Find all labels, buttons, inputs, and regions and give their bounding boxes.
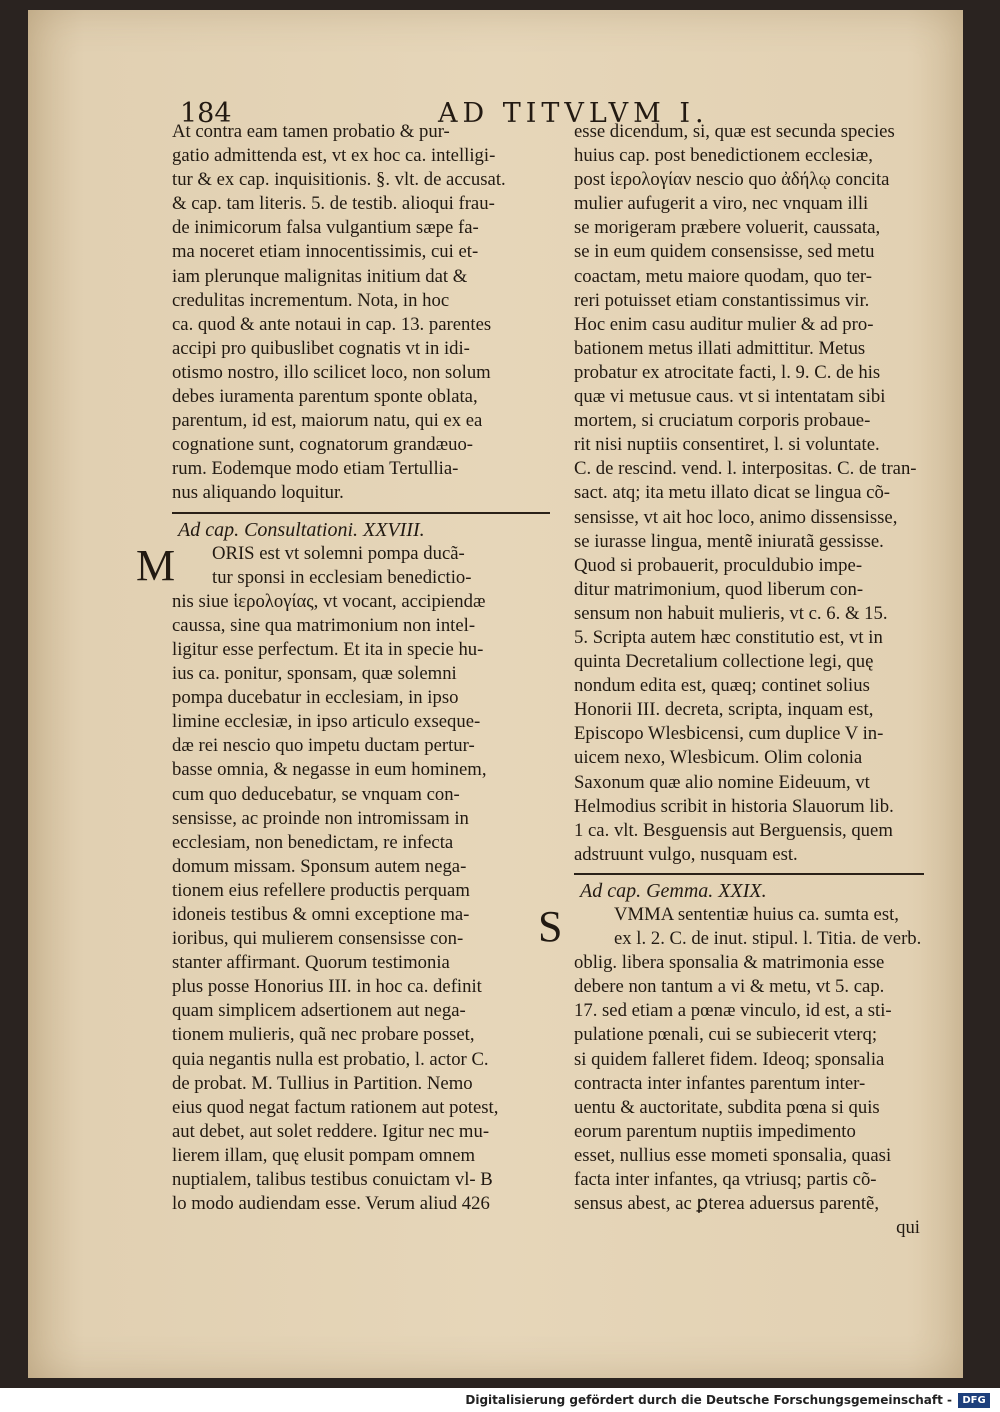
text-line: iam plerunque malignitas initium dat & [172,265,468,287]
text-line: lo modo audiendam esse. Verum aliud 426 [172,1193,490,1215]
text-line: 17. sed etiam a pœnæ vinculo, id est, a sti- [574,1000,892,1022]
text-line: sensus abest, ac ꝑterea aduersus parentẽ, [574,1193,880,1215]
catchword: qui [896,1217,920,1239]
text-line-body: ORIS est vt solemni pompa ducã- [212,542,465,564]
text-line: pulatione pœnali, cui se subiecerit vterq; [574,1024,878,1046]
text-line: quia negantis nulla est probatio, l. actor C. [172,1048,489,1070]
text-line: facta inter infantes, qa vtriusq; partis cõ- [574,1169,877,1191]
text-line: se iurasse lingua, mentẽ iniuratã gessisse. [574,530,884,552]
text-line: tionem mulieris, quã nec probare posset, [172,1024,475,1046]
text-line: quinta Decretalium collectione legi, quę [574,651,874,673]
text-line: sensisse, ac proinde non intromissam in [172,807,469,829]
text-line: de inimicorum falsa vulgantium sæpe fa- [172,217,479,239]
text-line: 1 ca. vlt. Besguensis aut Berguensis, quem [574,819,893,841]
text-line: bationem metus illati admittitur. Metus [574,337,866,359]
footer-bar [0,1390,1000,1412]
right-column [538,120,924,1240]
text-line: oblig. libera sponsalia & matrimonia esse [574,952,885,974]
text-line: esse dicendum, si, quæ est secunda species [574,121,895,142]
text-line: coactam, metu maiore quodam, quo ter- [574,265,872,287]
page-number: 184 [180,98,232,129]
text-line: tionem eius refellere productis perquam [172,879,470,901]
text-line: stanter affirmant. Quorum testimonia [172,952,450,974]
text-line: lierem illam, quę elusit pompam omnem [172,1144,476,1166]
text-line: ca. quod & ante notaui in cap. 13. parentes [172,313,492,335]
text-line: parentum, id est, maiorum natu, qui ex ea [172,410,483,432]
text-line: nus aliquando loquitur. [172,482,344,504]
text-line: Episcopo Wlesbicensi, cum duplice V in- [574,723,884,745]
section-heading: Ad cap. Consultationi. XXVIII. [178,518,425,541]
text-line: esset, nullius esse mometi sponsalia, quasi [574,1144,892,1166]
text-line: contracta inter infantes parentum inter- [574,1072,866,1094]
text-line: rit nisi nuptiis consentiret, l. si voluntate. [574,434,880,456]
section-heading: Ad cap. Gemma. XXIX. [580,879,767,902]
text-line: At contra eam tamen probatio & pur- [172,121,450,142]
text-line: idoneis testibus & omni exceptione ma- [172,904,470,925]
text-line: Helmodius scribit in historia Slauorum lib. [574,795,894,817]
text-line: probatur ex atrocitate facti, l. 9. C. de his [574,361,881,383]
text-line: nondum edita est, quæq; continet solius [574,675,870,697]
text-line: pompa ducebatur in ecclesiam, in ipso [172,687,459,709]
text-line: post ἱερολογίαν nescio quo ἀδήλῳ concita [574,169,890,191]
text-line: de probat. M. Tullius in Partition. Nemo [172,1072,473,1094]
text-line: debere non tantum a vi & metu, vt 5. cap. [574,976,885,998]
text-line: otismo nostro, illo scilicet loco, non solum [172,361,491,383]
footer-credit: Digitalisierung gefördert durch die Deutsche Forschungsgemeinschaft - [465,1393,952,1407]
text-line: caussa, sine qua matrimonium non intel- [172,614,476,636]
text-line: aut debet, aut solet reddere. Igitur nec mu- [172,1120,490,1142]
text-line: limine ecclesiæ, in ipso articulo exseque- [172,711,481,733]
text-line: ditur matrimonium, quod liberum con- [574,578,864,600]
drop-capital: S [538,902,563,951]
text-line: reri potuisset etiam constantissimus vir. [574,289,870,311]
text-line: nis siue ἱερολογίας, vt vocant, accipiendæ [172,590,486,612]
text-line: dæ rei nescio quo impetu ductam pertur- [172,735,475,757]
section-rule [172,512,550,514]
text-line: eius quod negat factum rationem aut potest, [172,1096,499,1118]
text-line: cum quo deducebatur, se vnquam con- [172,783,460,805]
text-line: sensisse, vt ait hoc loco, animo dissensisse, [574,506,898,528]
text-line: accipi pro quibuslibet cognatis vt in idi- [172,337,470,359]
text-line: gatio admittenda est, vt ex hoc ca. intelligi- [172,145,496,167]
text-line: huius cap. post benedictionem ecclesiæ, [574,145,873,167]
text-line: uentu & auctoritate, subdita pœna si quis [574,1096,880,1118]
text-line: ius ca. ponitur, sponsam, quæ solemni [172,663,457,685]
section-rule [574,873,924,875]
text-line: C. de rescind. vend. l. interpositas. C. de tran- [574,458,917,480]
dfg-logo: DFG [958,1393,990,1408]
text-line-body: VMMA sententiæ huius ca. sumta est, [614,904,899,925]
text-line: Quod si probauerit, proculdubio impe- [574,554,863,576]
text-line: sensum non habuit mulieris, vt c. 6. & 15. [574,602,888,624]
text-line: mulier aufugerit a viro, nec vnquam illi [574,193,869,215]
text-line: mortem, si cruciatum corporis probaue- [574,410,871,432]
text-line: tur & ex cap. inquisitionis. §. vlt. de accusat. [172,169,506,191]
text-line: ma noceret etiam innocentissimis, cui et- [172,241,479,263]
text-line: Saxonum quæ alio nomine Eideuum, vt [574,771,870,793]
text-line: adstruunt vulgo, nusquam est. [574,843,798,865]
text-line: quam simplicem adsertionem aut nega- [172,1000,466,1022]
text-line: ecclesiam, non benedictam, re infecta [172,831,454,853]
text-line: credulitas incrementum. Nota, in hoc [172,289,450,311]
text-line: si quidem falleret fidem. Ideoq; sponsalia [574,1048,885,1070]
text-line: se in eum quidem consensisse, sed metu [574,241,875,263]
text-line: Honorii III. decreta, scripta, inquam est, [574,699,874,721]
text-line: 5. Scripta autem hæc constitutio est, vt in [574,626,883,648]
text-line: se morigeram præbere voluerit, caussata, [574,217,881,239]
text-line: tur sponsi in ecclesiam benedictio- [212,566,472,588]
text-line: Hoc enim casu auditur mulier & ad pro- [574,313,874,335]
drop-capital: M [136,540,176,590]
text-line: & cap. tam literis. 5. de testib. alioqui frau- [172,193,495,215]
text-line: ligitur esse perfectum. Et ita in specie hu- [172,638,484,660]
text-line: ex l. 2. C. de inut. stipul. l. Titia. de verb. [614,928,922,950]
text-line: nuptialem, talibus testibus conuictam vl- B [172,1169,493,1191]
running-title: AD TITVLVM I. [438,98,709,129]
text-line: sact. atq; ita metu illato dicat se lingua cõ- [574,482,891,504]
text-line: basse omnia, & negasse in eum hominem, [172,759,487,781]
text-line: plus posse Honorius III. in hoc ca. definit [172,976,482,998]
text-line: ioribus, qui mulierem consensisse con- [172,928,464,950]
text-line: uicem nexo, Wlesbicum. Olim colonia [574,747,863,769]
text-line: rum. Eodemque modo etiam Tertullia- [172,458,459,480]
text-line: domum missam. Sponsum autem nega- [172,855,467,877]
text-line: debes iuramenta parentum sponte oblata, [172,386,478,408]
text-line: cognatione sunt, cognatorum grandæuo- [172,434,474,456]
left-column [136,120,550,1216]
text-line: eorum parentum nuptiis impedimento [574,1120,856,1142]
text-line: quæ vi metusue caus. vt si intentatam sibi [574,386,886,408]
